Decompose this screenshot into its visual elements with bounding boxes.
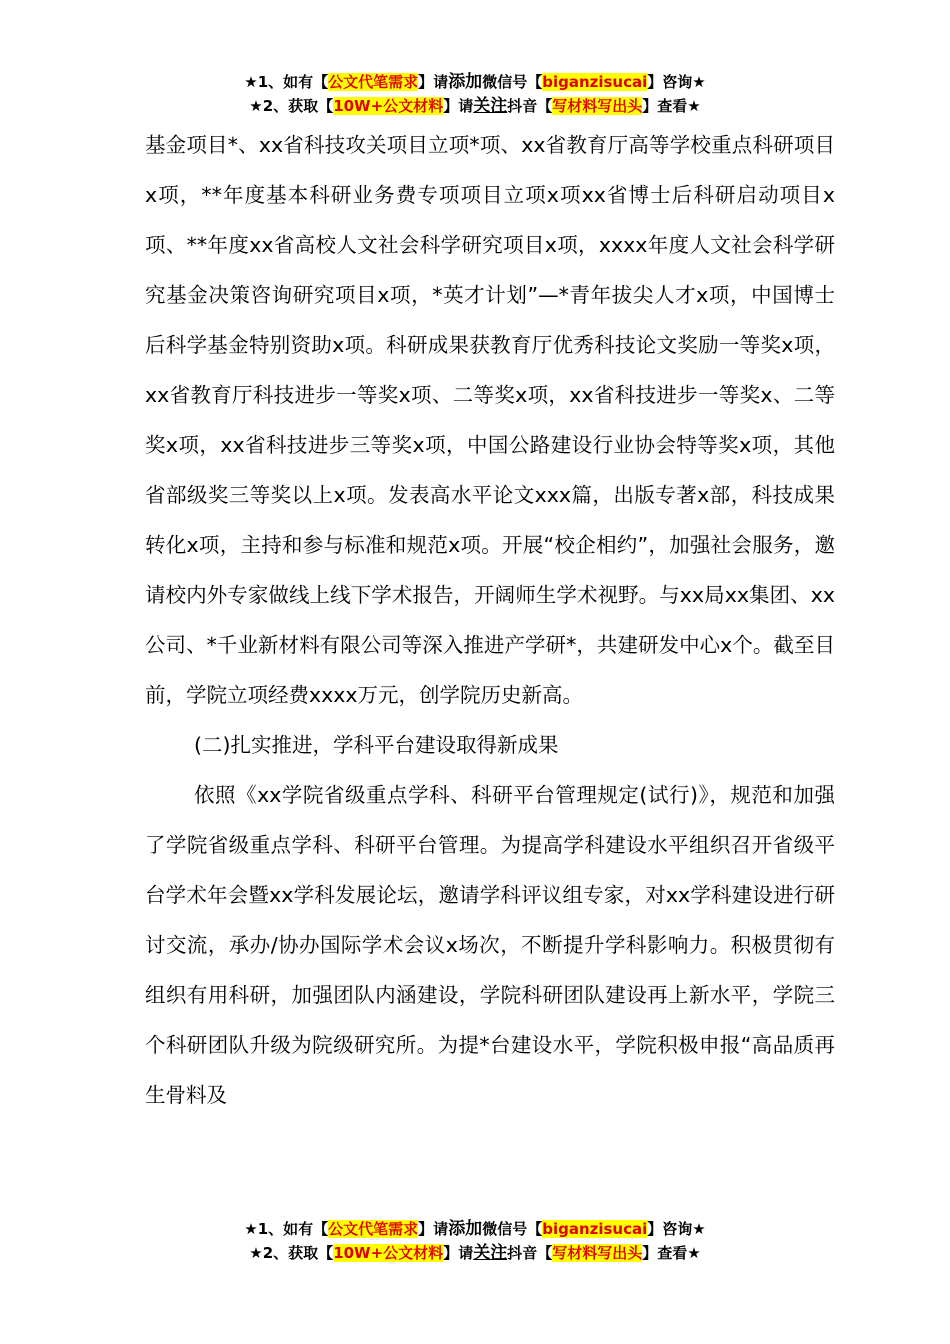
body-paragraph: 基金项目*、xx省科技攻关项目立项*项、xx省教育厅高等学校重点科研项目x项，**年度基本科研业务费专项项目立项x项xx省博士后科研启动项目x项、**年度xx省高校人文社会科学研究项目x项，xxxx年度人文社会科学研究基金决策咨询研究项目x项，*英才计划”—*青年拔尖人才x项，中国博士后科学基金特别资助x项。科研成果获教育厅优秀科技论文奖励一等奖x项，xx省教育厅科技进步一等奖x项、二等奖x项，xx省科技进步一等奖x、二等奖x项，xx省科技进步三等奖x项，中国公路建设行业协会特等奖x项，其他省部级奖三等奖以上x项。发表高水平论文xxx篇，出版专著x部，科技成果转化x项，主持和参与标准和规范x项。开展“校企相约”，加强社会服务，邀请校内外专家做线上线下学术报告，开阔师生学术视野。与xx局xx集团、xx公司、*千业新材料有限公司等深入推进产学研*，共建研发中心x个。截至目前，学院立项经费xxxx万元，创学院历史新高。 <box>145 133 835 707</box>
banner-line-1 <box>0 1217 950 1241</box>
banner-text: 抖音【 <box>507 1244 553 1262</box>
banner-text: 微信号【 <box>482 1220 543 1238</box>
banner-text: 】查看★ <box>642 1244 701 1262</box>
banner-text: 】咨询★ <box>647 73 706 91</box>
banner-text: ★2、获取【 <box>249 97 334 115</box>
banner-text: 抖音【 <box>507 97 553 115</box>
body-paragraph: 依照《xx学院省级重点学科、科研平台管理规定(试行)》，规范和加强了学院省级重点学科、科研平台管理。为提高学科建设水平组织召开省级平台学术年会暨xx学科发展论坛，邀请学科评议组专家，对xx学科建设进行研讨交流，承办/协办国际学术会议x场次，不断提升学科影响力。积极贯彻有组织有用科研，加强团队内涵建设，学院科研团队建设再上新水平，学院三个科研团队升级为院级研究所。为提*台建设水平，学院积极申报“高品质再生骨料及 <box>145 783 835 1107</box>
banner-highlight: 10W+公文材料 <box>333 1244 444 1262</box>
banner-text: ★1、如有【 <box>244 1220 329 1238</box>
banner-highlight: 10W+公文材料 <box>333 97 444 115</box>
banner-highlight: biganzisucai <box>542 1220 648 1238</box>
header-banner <box>0 70 950 118</box>
banner-text: 】请 <box>443 1244 474 1262</box>
banner-line-1 <box>0 70 950 94</box>
banner-text: ★1、如有【 <box>244 73 329 91</box>
banner-text: ★2、获取【 <box>249 1244 334 1262</box>
banner-emphasis: 关注 <box>473 96 508 116</box>
section-heading: (二)扎实推进，学科平台建设取得新成果 <box>194 733 559 757</box>
banner-highlight: 公文代笔需求 <box>328 1220 419 1238</box>
banner-emphasis: 添加 <box>448 72 483 92</box>
banner-highlight: 写材料写出头 <box>552 1244 643 1262</box>
banner-highlight: 写材料写出头 <box>552 97 643 115</box>
banner-line-2 <box>0 94 950 118</box>
banner-highlight: biganzisucai <box>542 73 648 91</box>
banner-text: 】查看★ <box>642 97 701 115</box>
banner-emphasis: 关注 <box>473 1243 508 1263</box>
banner-line-2 <box>0 1241 950 1265</box>
footer-banner <box>0 1217 950 1265</box>
banner-text: 微信号【 <box>482 73 543 91</box>
banner-highlight: 公文代笔需求 <box>328 73 419 91</box>
document-body <box>145 120 835 1120</box>
banner-emphasis: 添加 <box>448 1219 483 1239</box>
banner-text: 】咨询★ <box>647 1220 706 1238</box>
banner-text: 】请 <box>418 1220 449 1238</box>
banner-text: 】请 <box>418 73 449 91</box>
banner-text: 】请 <box>443 97 474 115</box>
